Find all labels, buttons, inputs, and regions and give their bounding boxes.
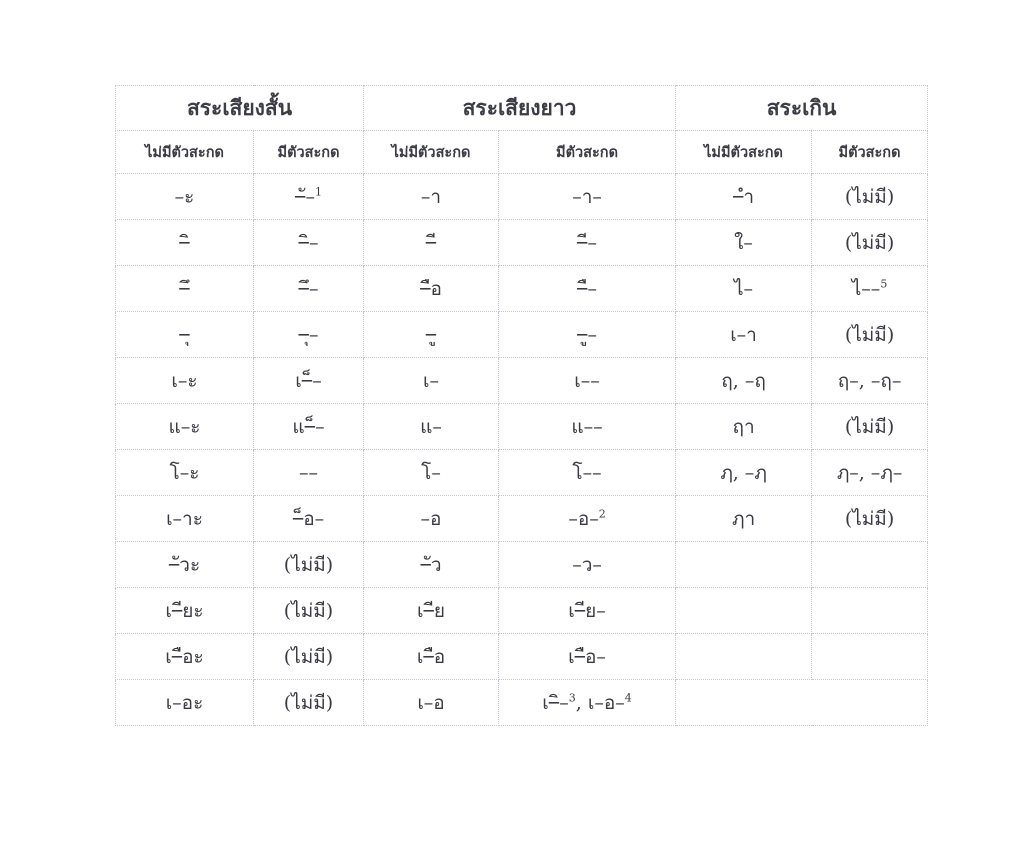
vowel-cell (676, 450, 812, 496)
vowel-cell (676, 220, 812, 266)
sub-header-with-final: มีตัวสะกด (254, 131, 364, 174)
empty-cell (676, 588, 812, 634)
vowel-cell (116, 220, 254, 266)
empty-cell (812, 542, 928, 588)
vowel-cell (254, 220, 364, 266)
vowel-cell (364, 312, 499, 358)
footnote-marker: 2 (598, 507, 606, 521)
vowel-form: –– (299, 461, 318, 484)
vowel-cell (364, 220, 499, 266)
vowel-cell (812, 496, 928, 542)
vowel-form: เ–อ (417, 691, 445, 714)
vowel-form: –ิ (179, 231, 190, 254)
vowel-form: (ไม่มี) (844, 231, 895, 254)
vowel-form: แ–– (571, 415, 603, 438)
vowel-form: เ–อ– (587, 691, 625, 714)
vowel-form: (ไม่มี) (283, 599, 334, 622)
vowel-form: เ–อะ (165, 691, 204, 714)
vowel-cell (812, 404, 928, 450)
sub-header-row (116, 131, 928, 174)
vowel-form: –ิ– (298, 231, 319, 254)
vowel-form: (ไม่มี) (844, 323, 895, 346)
vowel-form: โ–ะ (169, 461, 200, 484)
vowel-form: –ุ (179, 323, 190, 346)
table-row (116, 542, 928, 588)
vowel-cell (254, 312, 364, 358)
vowel-cell (812, 220, 928, 266)
vowel-cell (364, 266, 499, 312)
vowel-form: เ–ียะ (165, 599, 204, 622)
footnote-marker: 4 (624, 691, 632, 705)
table-row (116, 220, 928, 266)
group-header-row (116, 86, 928, 131)
vowel-form: –ะ (174, 185, 195, 208)
vowel-cell (676, 312, 812, 358)
vowel-cell (116, 680, 254, 726)
vowel-cell (676, 496, 812, 542)
vowel-form: ฤ–, –ฤ– (837, 369, 902, 392)
vowel-cell (254, 634, 364, 680)
vowel-form: (ไม่มี) (283, 691, 334, 714)
table-row (116, 496, 928, 542)
sub-header-no-final: ไม่มีตัวสะกด (676, 131, 812, 174)
vowel-form: (ไม่มี) (844, 415, 895, 438)
vowel-form: เ–าะ (166, 507, 203, 530)
empty-cell (676, 680, 928, 726)
vowel-form: ฤ, –ฤ (721, 369, 766, 392)
vowel-cell (116, 358, 254, 404)
vowel-cell (499, 358, 676, 404)
vowel-cell (364, 542, 499, 588)
group-header-long-vowels: สระเสียงยาว (364, 86, 676, 131)
sub-header-no-final: ไม่มีตัวสะกด (116, 131, 254, 174)
vowel-cell (812, 450, 928, 496)
vowel-cell (812, 358, 928, 404)
vowel-cell (116, 266, 254, 312)
vowel-cell (116, 634, 254, 680)
group-header-short-vowels: สระเสียงสั้น (116, 86, 364, 131)
vowel-cell (116, 588, 254, 634)
vowel-form: –ุ– (298, 323, 319, 346)
vowel-cell (812, 174, 928, 220)
vowel-cell (364, 450, 499, 496)
vowel-cell (116, 496, 254, 542)
vowel-form: –ัวะ (168, 553, 201, 576)
vowel-cell (116, 404, 254, 450)
table-row (116, 358, 928, 404)
vowel-form: –็อ– (292, 507, 325, 530)
vowel-form: เ–ือ (416, 645, 446, 668)
table-row (116, 634, 928, 680)
sub-header-no-final: ไม่มีตัวสะกด (364, 131, 499, 174)
vowel-form: เ–ีย– (568, 599, 606, 622)
vowel-form: ฦ, –ฦ (720, 461, 767, 484)
vowel-form: –ว– (572, 553, 602, 576)
vowel-cell (676, 358, 812, 404)
vowel-cell (499, 220, 676, 266)
vowel-cell: เ–ิ–$^3$, เ–อ–$^4$ (499, 680, 676, 726)
vowel-form: แ–ะ (168, 415, 201, 438)
vowel-form: –ู– (577, 323, 597, 346)
vowel-cell (254, 450, 364, 496)
vowel-cell (254, 266, 364, 312)
vowel-cell (499, 174, 676, 220)
vowel-cell (116, 174, 254, 220)
vowel-cell (499, 404, 676, 450)
vowel-form: –อ (420, 507, 442, 530)
footnote-marker: 1 (314, 185, 322, 199)
vowel-form: –า (420, 185, 442, 208)
vowel-form: โ– (421, 461, 441, 484)
vowel-form: –ำ (732, 185, 755, 208)
vowel-form: –า– (572, 185, 602, 208)
empty-cell (676, 542, 812, 588)
vowel-form: –ั– (295, 185, 315, 208)
vowel-cell (254, 358, 364, 404)
vowel-form: –ี– (577, 231, 597, 254)
vowel-form: เ–า (730, 323, 757, 346)
footnote-marker: 3 (568, 691, 576, 705)
vowel-form: โ–– (572, 461, 602, 484)
vowel-form: –ื– (577, 277, 597, 300)
vowel-cell (254, 588, 364, 634)
vowel-cell (254, 680, 364, 726)
empty-cell (812, 588, 928, 634)
vowel-form: ฦา (731, 507, 756, 530)
vowel-form: (ไม่มี) (844, 185, 895, 208)
vowel-cell (499, 542, 676, 588)
vowel-cell (364, 496, 499, 542)
vowel-cell (499, 450, 676, 496)
table-row (116, 588, 928, 634)
vowel-cell (676, 174, 812, 220)
vowel-cell (254, 174, 364, 220)
vowel-cell (499, 266, 676, 312)
vowel-cell (116, 450, 254, 496)
vowel-cell (499, 634, 676, 680)
table-row (116, 312, 928, 358)
vowel-form: –อ– (568, 507, 599, 530)
vowel-cell (254, 542, 364, 588)
vowel-form: เ–ิ– (542, 691, 569, 714)
vowel-cell (364, 588, 499, 634)
vowel-cell (499, 588, 676, 634)
vowel-cell (364, 358, 499, 404)
vowel-cell (254, 496, 364, 542)
vowel-cell (364, 174, 499, 220)
table-row (116, 266, 928, 312)
vowel-form: (ไม่มี) (283, 645, 334, 668)
vowel-cell (499, 312, 676, 358)
vowel-cell (364, 634, 499, 680)
vowel-cell (116, 542, 254, 588)
vowel-cell (676, 404, 812, 450)
vowel-form: เ–ือะ (165, 645, 204, 668)
vowel-form: เ–– (574, 369, 600, 392)
empty-cell (676, 634, 812, 680)
thai-vowel-table (115, 85, 928, 726)
vowel-form: ไ–– (851, 277, 881, 300)
vowel-form: ไ– (734, 277, 754, 300)
table-row (116, 450, 928, 496)
vowel-cell (364, 404, 499, 450)
vowel-cell (254, 404, 364, 450)
vowel-form: (ไม่มี) (283, 553, 334, 576)
vowel-form: ฤา (732, 415, 755, 438)
table-row (116, 404, 928, 450)
vowel-form: ฦ–, –ฦ– (836, 461, 903, 484)
vowel-form: เ–ีย (416, 599, 446, 622)
vowel-form: –ือ (420, 277, 442, 300)
group-header-extra-vowels: สระเกิน (676, 86, 928, 131)
vowel-cell (364, 680, 499, 726)
vowel-form: แ– (420, 415, 442, 438)
vowel-form: เ– (423, 369, 440, 392)
vowel-form: (ไม่มี) (844, 507, 895, 530)
table-row (116, 680, 928, 726)
vowel-form: –ี (425, 231, 437, 254)
vowel-form: –ู (425, 323, 437, 346)
table-body (116, 174, 928, 726)
vowel-cell (676, 266, 812, 312)
sub-header-with-final: มีตัวสะกด (499, 131, 676, 174)
vowel-form: เ–ะ (171, 369, 198, 392)
vowel-cell (812, 312, 928, 358)
vowel-cell (812, 266, 928, 312)
vowel-form: –ึ (179, 277, 190, 300)
vowel-form: เ–ือ– (568, 645, 606, 668)
vowel-cell (499, 496, 676, 542)
vowel-cell (116, 312, 254, 358)
empty-cell (812, 634, 928, 680)
vowel-form: –ึ– (298, 277, 319, 300)
vowel-form: เ–็– (295, 369, 322, 392)
vowel-form: –ัว (420, 553, 442, 576)
vowel-form: ใ– (734, 231, 753, 254)
vowel-form: แ–็– (292, 415, 325, 438)
footnote-marker: 5 (880, 277, 888, 291)
table-row (116, 174, 928, 220)
sub-header-with-final: มีตัวสะกด (812, 131, 928, 174)
